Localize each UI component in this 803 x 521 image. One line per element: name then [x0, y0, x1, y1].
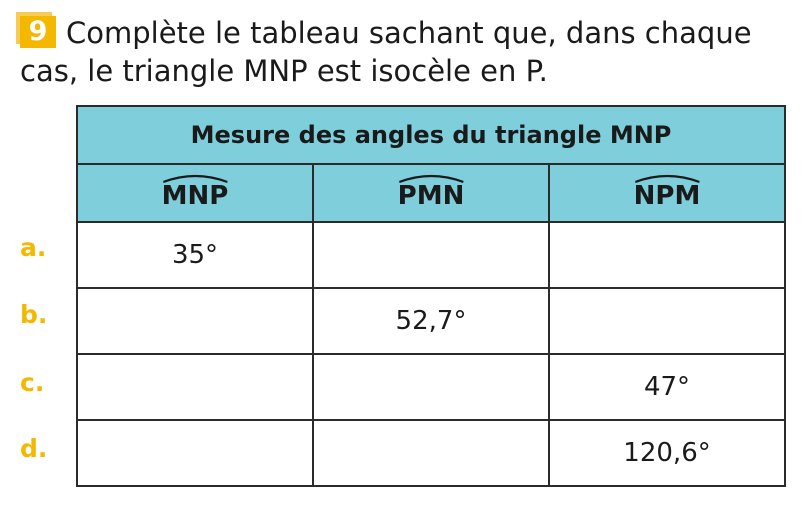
- angle-arc-icon: [162, 173, 229, 183]
- table-cell[interactable]: [313, 222, 549, 288]
- row-label-a: a.: [20, 233, 47, 262]
- column-header-mnp: [77, 164, 313, 222]
- row-label-c: c.: [20, 368, 45, 397]
- column-header-label: MNP: [161, 181, 229, 211]
- exercise-number-badge: 9: [20, 16, 56, 48]
- table-cell[interactable]: 35°: [77, 222, 313, 288]
- column-header-label: PMN: [397, 181, 465, 211]
- column-header-pmn: [313, 164, 549, 222]
- column-header-npm: [549, 164, 785, 222]
- column-header-label: NPM: [633, 181, 701, 211]
- angle-arc-icon: [634, 173, 701, 183]
- table-cell[interactable]: [549, 288, 785, 354]
- table-cell[interactable]: [77, 354, 313, 420]
- angles-table: [76, 105, 786, 487]
- row-label-d: d.: [20, 434, 48, 463]
- table-title: Mesure des angles du triangle MNP: [77, 106, 785, 164]
- table-cell[interactable]: [313, 420, 549, 486]
- angle-arc-icon: [398, 173, 465, 183]
- row-label-b: b.: [20, 300, 48, 329]
- table-cell[interactable]: [77, 420, 313, 486]
- table-cell[interactable]: [77, 288, 313, 354]
- table-row: [77, 222, 785, 288]
- table-cell[interactable]: [313, 354, 549, 420]
- table-cell[interactable]: 47°: [549, 354, 785, 420]
- table-row: [77, 420, 785, 486]
- exercise-instruction: Complète le tableau sachant que, dans chaque cas, le triangle MNP est isocèle en P.: [20, 16, 752, 88]
- table-cell[interactable]: 52,7°: [313, 288, 549, 354]
- table-cell[interactable]: 120,6°: [549, 420, 785, 486]
- table-cell[interactable]: [549, 222, 785, 288]
- table-row: [77, 288, 785, 354]
- table-row: [77, 354, 785, 420]
- exercise-statement: [20, 14, 790, 90]
